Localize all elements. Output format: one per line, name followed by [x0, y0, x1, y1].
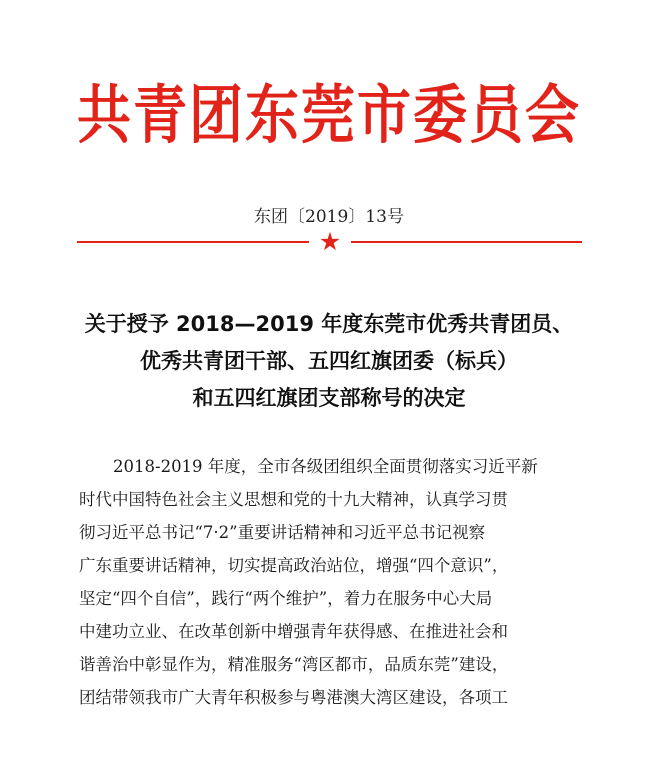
- body-line: 时代中国特色社会主义思想和党的十九大精神，认真学习贯: [79, 490, 508, 509]
- document-title-line-2: 优秀共青团干部、五四红旗团委（标兵）: [140, 349, 518, 373]
- red-rule-right: [351, 241, 582, 243]
- body-line: 中建功立业、在改革创新中增强青年获得感、在推进社会和: [79, 622, 508, 641]
- red-rule-left: [77, 241, 309, 243]
- body-line: 广东重要讲话精神，切实提高政治站位，增强“四个意识”，: [79, 556, 509, 575]
- document-number: 东团〔2019〕13号: [254, 207, 404, 227]
- body-line: 坚定“四个自信”，践行“两个维护”，着力在服务中心大局: [79, 589, 493, 608]
- star-icon: ★: [318, 227, 342, 256]
- body-line: 2018-2019 年度，全市各级团组织全面贯彻落实习近平新: [113, 457, 538, 476]
- body-line: 谐善治中彰显作为，精准服务“湾区都市，品质东莞”建设，: [79, 655, 509, 674]
- body-paragraph: [79, 450, 585, 714]
- document-title-line-3: 和五四红旗团支部称号的决定: [192, 386, 466, 410]
- issuing-organization-header: 共青团东莞市委员会: [77, 78, 581, 153]
- document-title-line-1: 关于授予 2018—2019 年度东莞市优秀共青团员、: [84, 312, 574, 336]
- body-line: 团结带领我市广大青年积极参与粤港澳大湾区建设，各项工: [79, 688, 508, 707]
- body-line: 彻习近平总书记“7·2”重要讲话精神和习近平总书记视察: [79, 523, 486, 542]
